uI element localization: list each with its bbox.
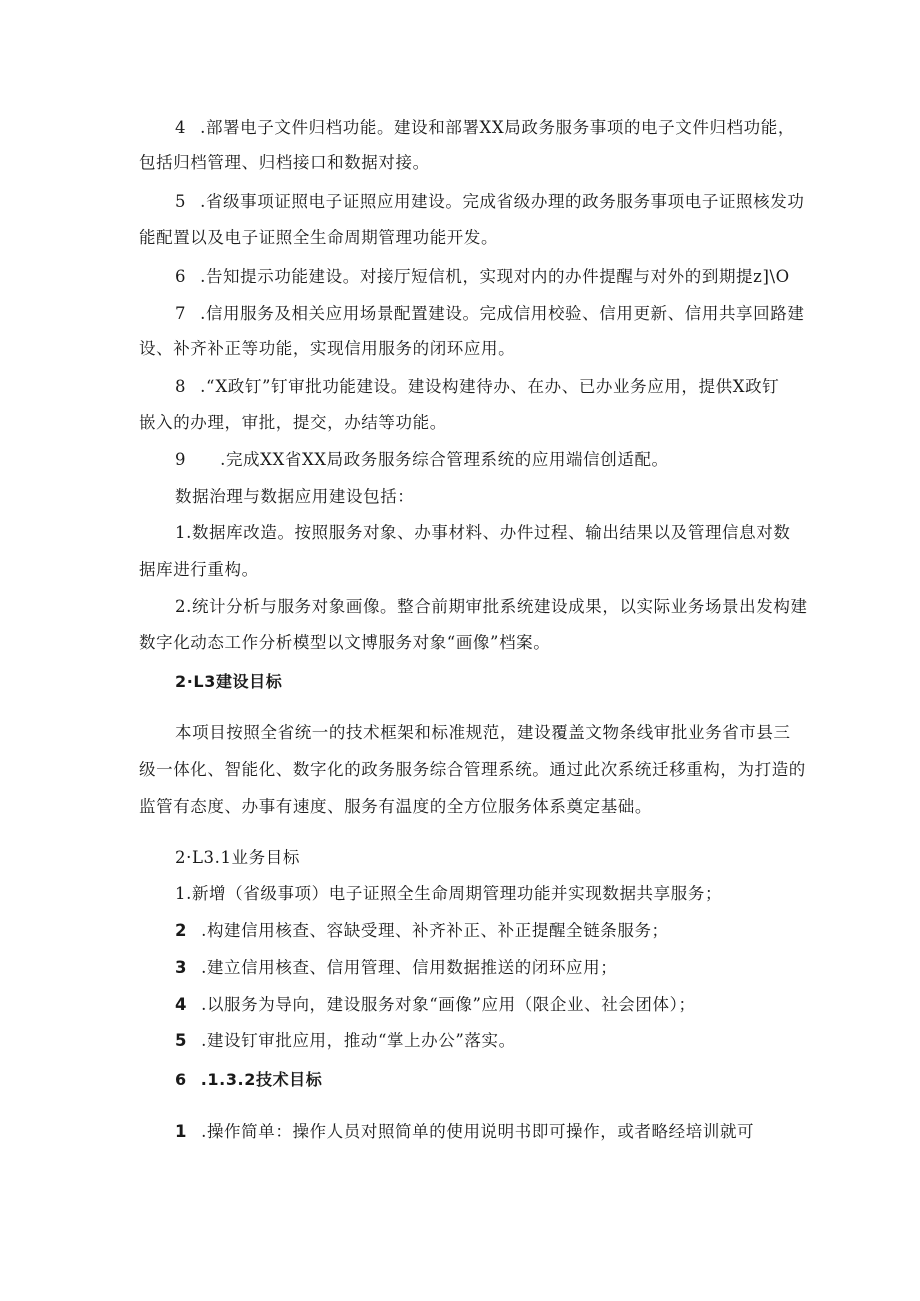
item-6-line-1: 6 .告知提示功能建设。对接厅短信机，实现对内的办件提醒与对外的到期提z]\O <box>175 267 790 286</box>
biz-goal-4: 4 .以服务为导向，建设服务对象“画像”应用（限企业、社会团体）； <box>175 995 696 1014</box>
item-9-line-1: 9 .完成XX省XX局政务服务综合管理系统的应用端信创适配。 <box>175 450 669 469</box>
item-8-line-1: 8 .“X政钉”钉审批功能建设。建设构建待办、在办、已办业务应用，提供X政钉 <box>175 377 780 396</box>
biz-goal-1: 1.新增（省级事项）电子证照全生命周期管理功能并实现数据共享服务； <box>175 884 723 903</box>
data-item-2-line-1: 2.统计分析与服务对象画像。整合前期审批系统建设成果，以实际业务场景出发构建 <box>175 597 808 616</box>
tech-heading: 6 .1.3.2技术目标 <box>175 1070 323 1089</box>
section-para-line-1: 本项目按照全省统一的技术框架和标准规范，建设覆盖文物条线审批业务省市县三 <box>175 723 791 742</box>
section-heading: 2·L3建设目标 <box>175 672 283 691</box>
item-5-line-2: 能配置以及电子证照全生命周期管理功能开发。 <box>139 228 499 247</box>
item-4-line-2: 包括归档管理、归档接口和数据对接。 <box>139 153 430 172</box>
section-para-line-3: 监管有态度、办事有速度、服务有温度的全方位服务体系奠定基础。 <box>139 797 652 816</box>
data-item-1-line-1: 1.数据库改造。按照服务对象、办事材料、办件过程、输出结果以及管理信息对数 <box>175 523 791 542</box>
biz-goal-5: 5 .建设钉审批应用，推动“掌上办公”落实。 <box>175 1031 516 1050</box>
data-item-1-line-2: 据库进行重构。 <box>139 560 259 579</box>
item-5-line-1: 5 .省级事项证照电子证照应用建设。完成省级办理的政务服务事项电子证照核发功 <box>175 192 805 211</box>
item-7-line-1: 7 .信用服务及相关应用场景配置建设。完成信用校验、信用更新、信用共享回路建 <box>175 304 805 323</box>
item-8-line-2: 嵌入的办理，审批，提交，办结等功能。 <box>139 413 447 432</box>
data-governance-intro: 数据治理与数据应用建设包括： <box>175 487 415 506</box>
data-item-2-line-2: 数字化动态工作分析模型以文博服务对象“画像”档案。 <box>139 633 551 652</box>
biz-goal-2: 2 .构建信用核查、容缺受理、补齐补正、补正提醒全链条服务； <box>175 921 669 940</box>
item-7-line-2: 设、补齐补正等功能，实现信用服务的闭环应用。 <box>139 339 516 358</box>
section-para-line-2: 级一体化、智能化、数字化的政务服务综合管理系统。通过此次系统迁移重构，为打造的 <box>139 760 806 779</box>
tech-goal-1: 1 .操作简单：操作人员对照简单的使用说明书即可操作，或者略经培训就可 <box>175 1122 755 1141</box>
item-4-line-1: 4 .部署电子文件归档功能。建设和部署XX局政务服务事项的电子文件归档功能， <box>175 118 795 137</box>
sub-heading: 2·L3.1业务目标 <box>175 848 300 867</box>
biz-goal-3: 3 .建立信用核查、信用管理、信用数据推送的闭环应用； <box>175 958 618 977</box>
